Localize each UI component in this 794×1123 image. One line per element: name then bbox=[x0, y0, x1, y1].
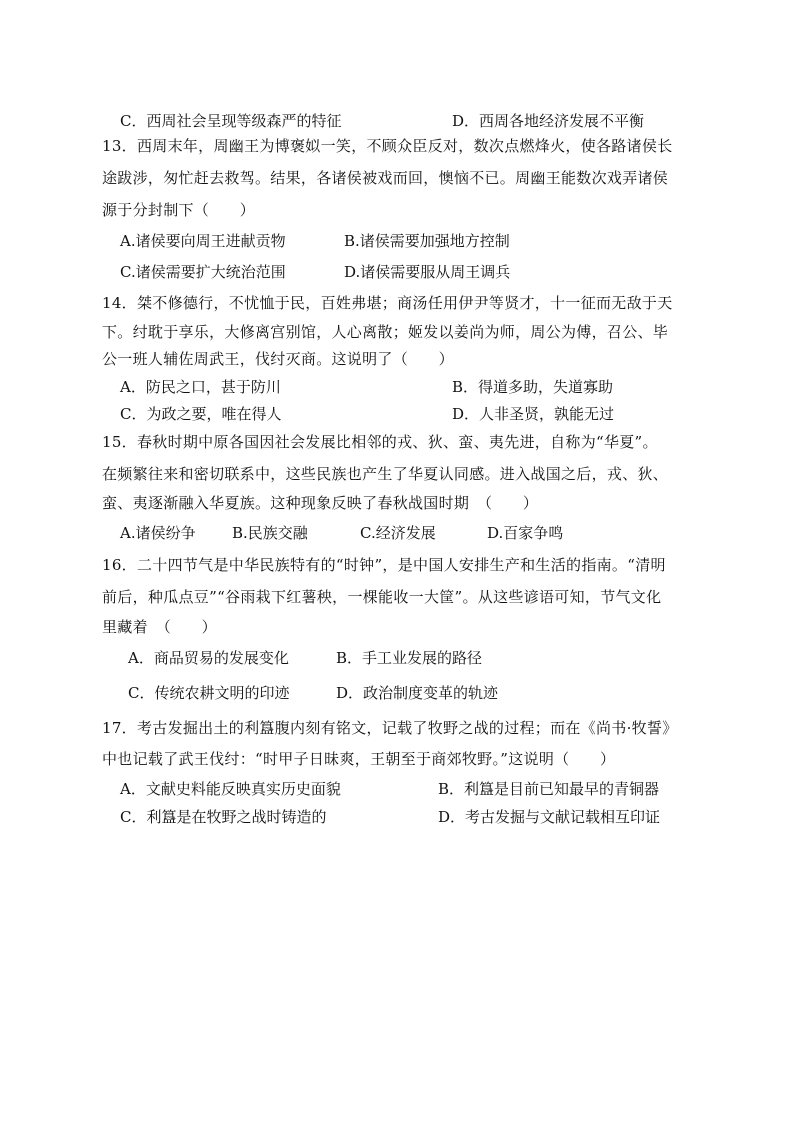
q14-stem-line-1: 14．桀不修德行，不忧恤于民，百姓弗堪；商汤任用伊尹等贤才，十一征而无敌于天 bbox=[102, 294, 673, 312]
q17-option-c: C．利簋是在牧野之战时铸造的 bbox=[120, 808, 327, 826]
q14-option-b: B．得道多助，失道寡助 bbox=[452, 378, 614, 396]
q13-option-a: A.诸侯要向周王进献贡物 bbox=[120, 232, 286, 250]
q14-option-c: C．为政之要，唯在得人 bbox=[120, 405, 282, 423]
q15-stem-line-3: 蛮、夷逐渐融入华夏族。这种现象反映了春秋战国时期 （ ） bbox=[102, 494, 539, 512]
q16-option-c: C．传统农耕文明的印迹 bbox=[128, 684, 290, 702]
q15-option-a: A.诸侯纷争 bbox=[120, 524, 196, 542]
q16-stem-line-2: 前后，种瓜点豆”“谷雨栽下红薯秧，一棵能收一大筐”。从这些谚语可知，节气文化 bbox=[102, 588, 662, 606]
q16-option-b: B．手工业发展的路径 bbox=[336, 649, 483, 667]
q12-option-d: D．西周各地经济发展不平衡 bbox=[452, 112, 645, 130]
q13-stem-line-3: 源于分封制下（ ） bbox=[102, 201, 256, 219]
q15-option-d: D.百家争鸣 bbox=[487, 524, 564, 542]
q14-stem-line-2: 下。纣耽于享乐，大修离宫别馆，人心离散；姬发以姜尚为师，周公为傅，召公、毕 bbox=[102, 323, 669, 341]
q13-option-b: B.诸侯需要加强地方控制 bbox=[344, 232, 510, 250]
q16-stem-line-3: 里藏着 （ ） bbox=[102, 618, 217, 636]
q17-option-a: A．文献史料能反映真实历史面貌 bbox=[120, 780, 341, 798]
q15-stem-line-1: 15．春秋时期中原各国因社会发展比相邻的戎、狄、蛮、夷先进，自称为“华夏”。 bbox=[102, 433, 658, 451]
q17-option-b: B．利簋是目前已知最早的青铜器 bbox=[438, 780, 660, 798]
q12-option-c: C．西周社会呈现等级森严的特征 bbox=[120, 112, 342, 130]
q13-stem-line-1: 13．西周末年，周幽王为博褒姒一笑，不顾众臣反对，数次点燃烽火，使各路诸侯长 bbox=[102, 137, 673, 155]
q15-stem-line-2: 在频繁往来和密切联系中，这些民族也产生了华夏认同感。进入战国之后，戎、狄、 bbox=[102, 465, 669, 483]
q16-stem-line-1: 16．二十四节气是中华民族特有的“时钟”，是中国人安排生产和生活的指南。“清明 bbox=[102, 556, 666, 574]
q14-option-a: A．防民之口，甚于防川 bbox=[120, 378, 281, 396]
q13-option-c: C.诸侯需要扩大统治范围 bbox=[120, 263, 286, 281]
q17-stem-line-1: 17．考古发掘出土的利簋腹内刻有铭文，记载了牧野之战的过程；而在《尚书·牧誓》 bbox=[102, 719, 678, 737]
q16-option-d: D．政治制度变革的轨迹 bbox=[336, 684, 499, 702]
q13-option-d: D.诸侯需要服从周王调兵 bbox=[344, 263, 511, 281]
q13-stem-line-2: 途跋涉，匆忙赶去救驾。结果，各诸侯被戏而回，懊恼不已。周幽王能数次戏弄诸侯 bbox=[102, 169, 669, 187]
q17-option-d: D．考古发掘与文献记载相互印证 bbox=[438, 808, 661, 826]
q15-option-c: C.经济发展 bbox=[360, 524, 436, 542]
q15-option-b: B.民族交融 bbox=[232, 524, 308, 542]
q14-option-d: D．人非圣贤，孰能无过 bbox=[452, 405, 615, 423]
q16-option-a: A．商品贸易的发展变化 bbox=[128, 649, 289, 667]
q17-stem-line-2: 中也记载了武王伐纣：“时甲子日昧爽，王朝至于商郊牧野。”这说明（ ） bbox=[102, 750, 616, 768]
q14-stem-line-3: 公一班人辅佐周武王，伐纣灭商。这说明了（ ） bbox=[102, 350, 454, 368]
